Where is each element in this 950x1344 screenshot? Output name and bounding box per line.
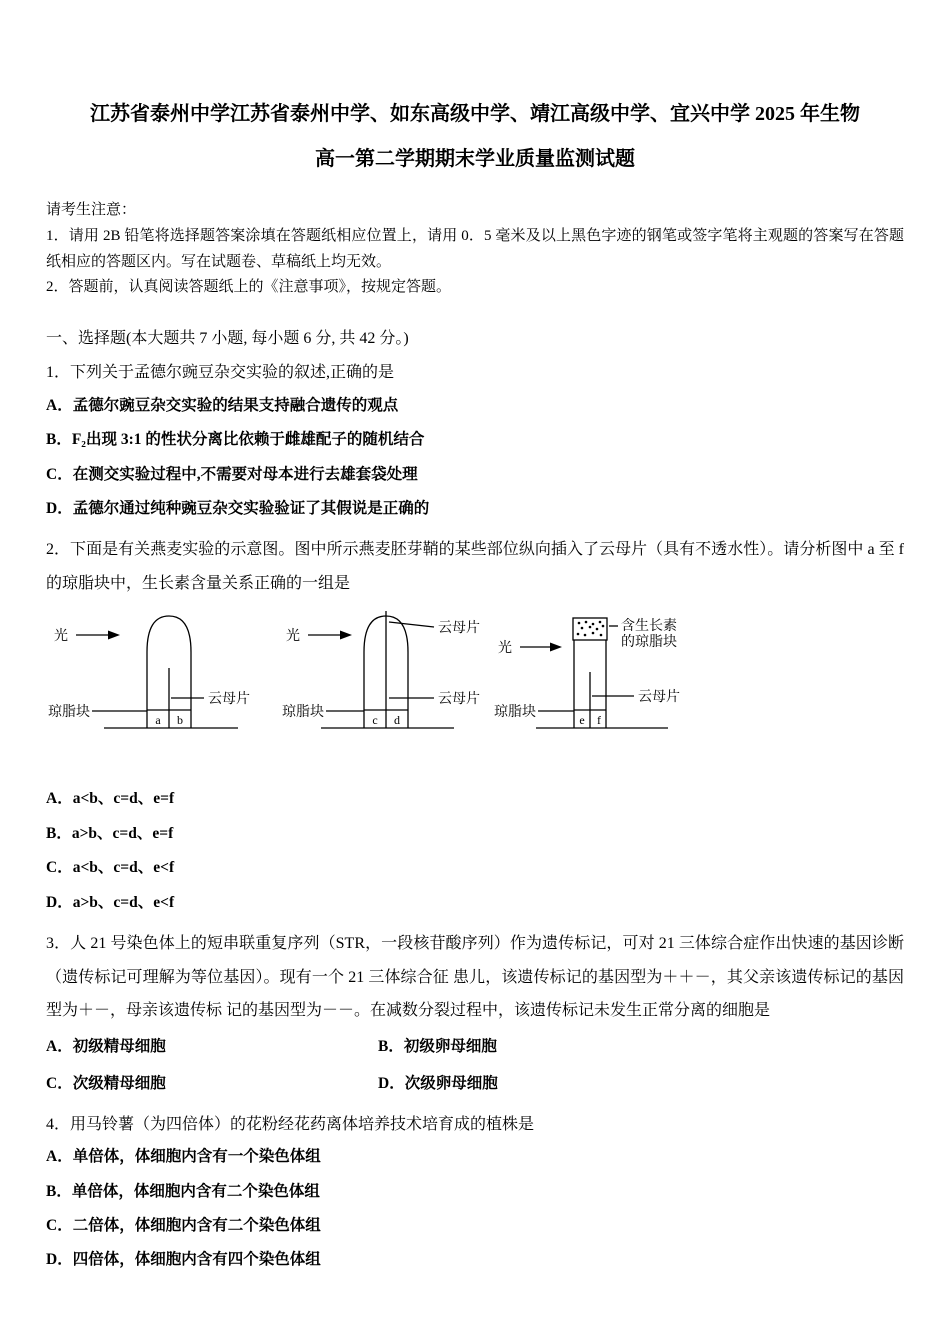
question-1-option-a: A．孟德尔豌豆杂交实验的结果支持融合遗传的观点: [46, 396, 399, 414]
mica-label-2-top: 云母片: [438, 621, 480, 637]
mica-label-3: 云母片: [638, 690, 680, 706]
notice-item-1: 1．请用 2B 铅笔将选择题答案涂填在答题纸相应位置上，请用 0．5 毫米及以上黑色字迹的钢笔或签字笔将主观题的答案写在答题纸相应的答题区内。写在试题卷、草稿纸上均无效。: [46, 227, 904, 270]
question-4-option-d: D．四倍体，体细胞内含有四个染色体组: [46, 1251, 321, 1269]
light-arrow-1: [108, 631, 120, 640]
question-3-option-row-1: [46, 1034, 904, 1056]
question-1-option-d: D．孟德尔通过纯种豌豆杂交实验验证了其假说是正确的: [46, 499, 430, 517]
agar-label-2: 琼脂块: [282, 705, 324, 721]
mica-label-1: 云母片: [208, 692, 250, 708]
question-1-options: [46, 396, 904, 519]
agar-label-1: 琼脂块: [48, 705, 90, 721]
title-line-2: 高一第二学期期末学业质量监测试题: [315, 148, 635, 170]
block-letter-d: d: [394, 713, 400, 728]
question-1: [46, 356, 904, 518]
block-letter-c: c: [372, 713, 378, 728]
question-4-stem: 4．用马铃薯（为四倍体）的花粉经花药离体培养技术培育成的植株是: [46, 1115, 535, 1133]
auxin-agar-label-line1: 含生长素: [621, 619, 677, 635]
question-3-option-a: A．初级精母细胞: [46, 1037, 166, 1055]
section-heading: 一、选择题(本大题共 7 小题, 每小题 6 分, 共 42 分。): [46, 330, 409, 348]
light-label-1: 光: [54, 629, 68, 645]
question-3-options: [46, 1034, 904, 1093]
question-2: [46, 533, 904, 912]
question-4: [46, 1108, 904, 1270]
block-letter-f: f: [597, 713, 601, 728]
light-arrow-3: [550, 643, 562, 652]
question-3-option-d: D．次级卵母细胞: [378, 1074, 498, 1092]
light-arrow-2: [340, 631, 352, 640]
light-label-2: 光: [286, 629, 300, 645]
question-3-option-b: B．初级卵母细胞: [378, 1037, 497, 1055]
notice-item-2: 2．答题前，认真阅读答题纸上的《注意事项》，按规定答题。: [46, 279, 452, 296]
question-3: [46, 927, 904, 1093]
question-2-options: [46, 789, 904, 912]
question-2-option-c: C．a<b、c=d、e<f: [46, 859, 175, 877]
block-letter-a: a: [155, 713, 161, 728]
question-1-stem: 1．下列关于孟德尔豌豆杂交实验的叙述,正确的是: [46, 364, 395, 382]
question-3-option-row-2: [46, 1071, 904, 1093]
question-4-option-b: B．单倍体，体细胞内含有二个染色体组: [46, 1182, 320, 1200]
question-4-option-c: C．二倍体，体细胞内含有二个染色体组: [46, 1217, 321, 1235]
agar-label-3: 琼脂块: [494, 705, 536, 721]
light-label-3: 光: [498, 641, 512, 657]
title-line-1: 江苏省泰州中学江苏省泰州中学、如东高级中学、靖江高级中学、宜兴中学 2025 年生物: [90, 103, 860, 125]
question-2-option-a: A．a<b、c=d、e=f: [46, 790, 175, 808]
notice-heading: 请考生注意：: [46, 202, 137, 218]
page-title: [46, 92, 904, 182]
block-letter-e: e: [579, 713, 585, 728]
coleoptile-experiment-figure: [46, 610, 746, 750]
notice-block: [46, 198, 904, 301]
question-1-option-c: C．在测交实验过程中,不需要对母本进行去雄套袋处理: [46, 465, 418, 483]
question-2-option-d: D．a>b、c=d、e<f: [46, 893, 175, 911]
question-4-option-a: A．单倍体，体细胞内含有一个染色体组: [46, 1148, 321, 1166]
question-4-options: [46, 1147, 904, 1270]
mica-label-2-bottom: 云母片: [438, 692, 480, 708]
auxin-agar-label-line2: 的琼脂块: [621, 635, 677, 651]
question-2-option-b: B．a>b、c=d、e=f: [46, 824, 174, 842]
question-1-option-b: B．F₂出现 3:1 的性状分离比依赖于雌雄配子的随机结合: [46, 431, 425, 449]
question-3-option-c: C．次级精母细胞: [46, 1074, 166, 1092]
question-2-stem: 2．下面是有关燕麦实验的示意图。图中所示燕麦胚芽鞘的某些部位纵向插入了云母片（具有不透水性）。请分析图中 a 至 f 的琼脂块中，生长素含量关系正确的一组是: [46, 541, 904, 592]
question-3-stem: 3．人 21 号染色体上的短串联重复序列（STR，一段核苷酸序列）作为遗传标记，可对 21 三体综合症作出快速的基因诊断（遗传标记可理解为等位基因）。现有一个 21 三体综合征 患儿，该遗传标记的基因型为＋＋－，其父亲该遗传标记的基因型为＋－，母亲该遗传标 记的基因型为－－。在减数分裂过程中，该遗传标记未发生正常分离的细胞是: [46, 934, 904, 1020]
block-letter-b: b: [177, 713, 183, 728]
question-2-diagram: [46, 610, 904, 755]
